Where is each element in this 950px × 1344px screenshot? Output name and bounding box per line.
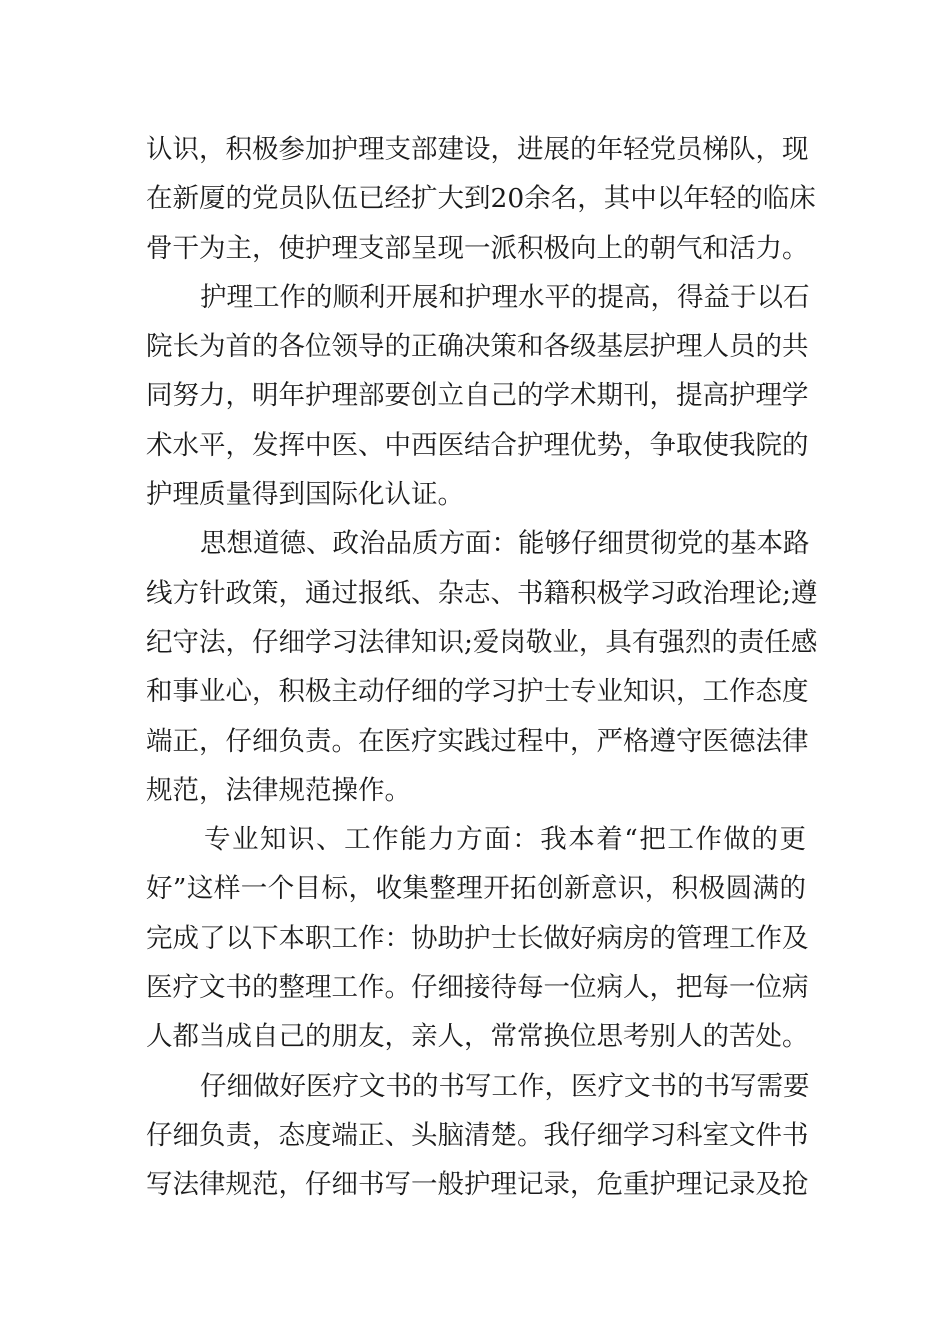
- paragraph-4-line-5: 人都当成自己的朋友，亲人，常常换位思考别人的苦处。: [146, 1021, 809, 1053]
- paragraph-2-line-4: 术水平，发挥中医、中西医结合护理优势，争取使我院的: [146, 429, 809, 461]
- paragraph-4-line-2: 好”这样一个目标，收集整理开拓创新意识，积极圆满的: [146, 873, 806, 905]
- paragraph-2-line-1: 护理工作的顺利开展和护理水平的提高，得益于以石: [200, 281, 810, 313]
- paragraph-1-line-1: 认识，积极参加护理支部建设，进展的年轻党员梯队，现: [146, 134, 809, 165]
- paragraph-3-line-4: 和事业心，积极主动仔细的学习护士专业知识，工作态度: [146, 676, 809, 708]
- paragraph-3-line-1: 思想道德、政治品质方面：能够仔细贯彻党的基本路: [200, 528, 810, 560]
- paragraph-1-line-2: 在新厦的党员队伍已经扩大到20余名，其中以年轻的临床: [146, 183, 816, 215]
- paragraph-3-line-2: 线方针政策，通过报纸、杂志、书籍积极学习政治理论;遵: [146, 577, 818, 609]
- paragraph-1-line-3: 骨干为主，使护理支部呈现一派积极向上的朝气和活力。: [146, 232, 809, 264]
- paragraph-4-line-1: 专业知识、工作能力方面：我本着“把工作做的更: [204, 824, 806, 856]
- document-body: [146, 125, 818, 1210]
- paragraph-2-line-3: 同努力，明年护理部要创立自己的学术期刊，提高护理学: [146, 380, 809, 412]
- paragraph-3-line-3: 纪守法，仔细学习法律知识;爱岗敬业，具有强烈的责任感: [146, 626, 818, 658]
- paragraph-5-line-2: 仔细负责，态度端正、头脑清楚。我仔细学习科室文件书: [146, 1119, 809, 1151]
- paragraph-2-line-5: 护理质量得到国际化认证。: [146, 479, 464, 511]
- paragraph-5-line-1: 仔细做好医疗文书的书写工作，医疗文书的书写需要: [200, 1070, 810, 1102]
- paragraph-3-line-5: 端正，仔细负责。在医疗实践过程中，严格遵守医德法律: [146, 725, 809, 757]
- paragraph-5-line-3: 写法律规范，仔细书写一般护理记录，危重护理记录及抢: [146, 1169, 809, 1201]
- paragraph-2-line-2: 院长为首的各位领导的正确决策和各级基层护理人员的共: [146, 331, 809, 363]
- paragraph-3-line-6: 规范，法律规范操作。: [146, 774, 411, 806]
- paragraph-4-line-4: 医疗文书的整理工作。仔细接待每一位病人，把每一位病: [146, 972, 809, 1004]
- paragraph-4-line-3: 完成了以下本职工作：协助护士长做好病房的管理工作及: [146, 922, 809, 954]
